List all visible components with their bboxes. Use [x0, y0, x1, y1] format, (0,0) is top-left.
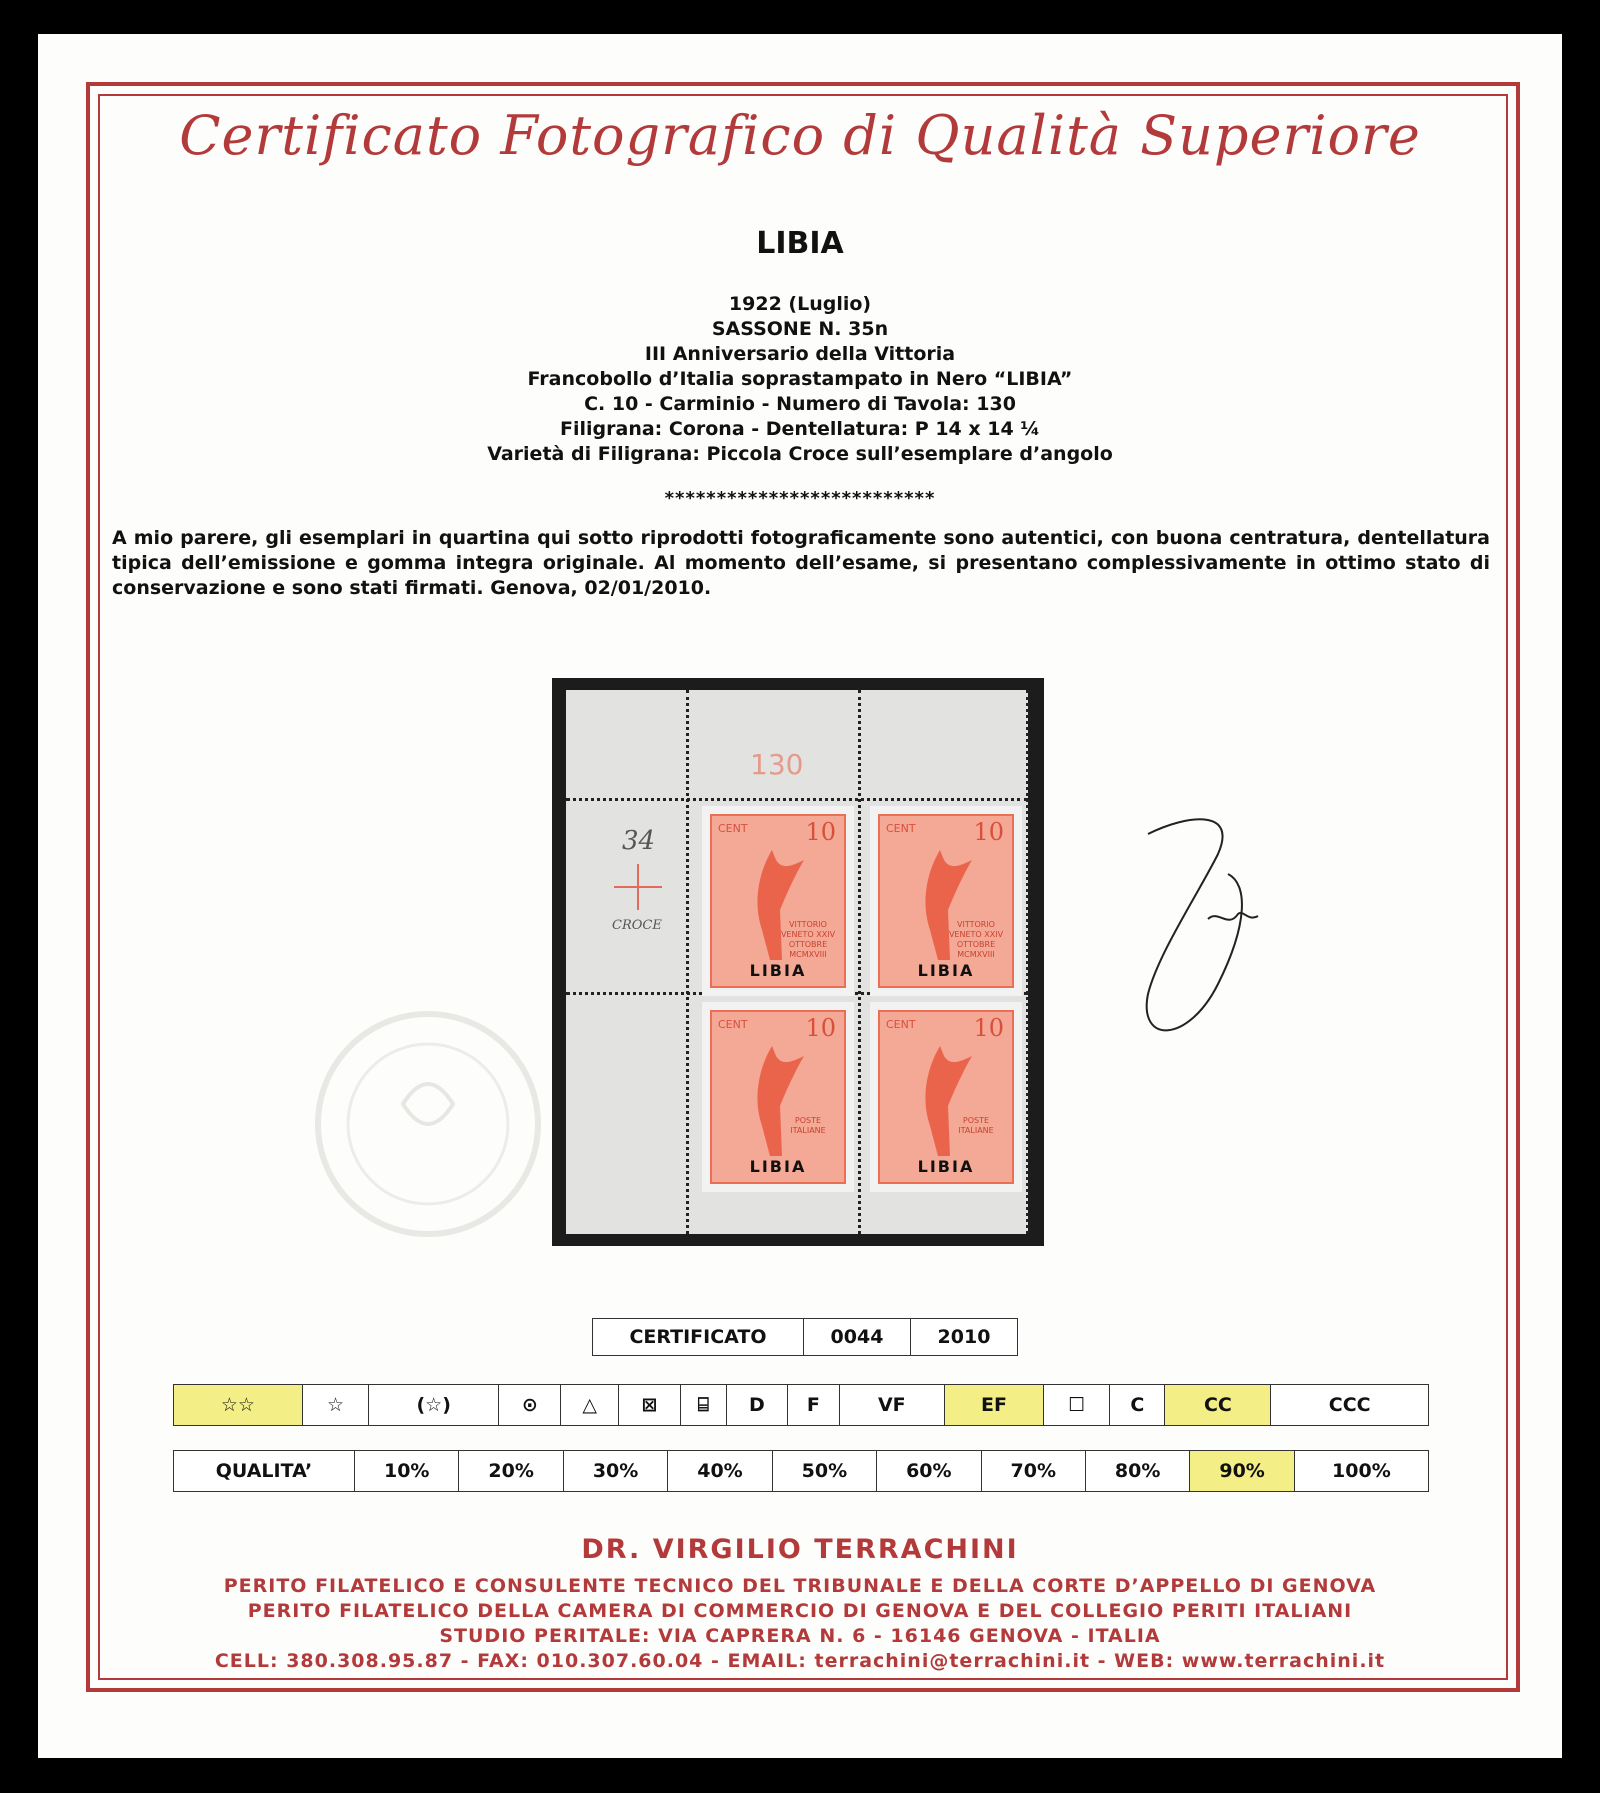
certificate-number: 0044 — [804, 1319, 911, 1356]
grading-cell: C — [1110, 1385, 1165, 1426]
separator: ************************** — [664, 488, 936, 509]
grading-cell: (☆) — [369, 1385, 499, 1426]
certificate-title: Certificato Fotografico di Qualità Superiore — [179, 104, 1421, 167]
details-line: C. 10 - Carminio - Numero di Tavola: 130 — [584, 393, 1016, 415]
expert-name: DR. VIRGILIO TERRACHINI — [581, 1534, 1019, 1565]
genova-seal-watermark — [298, 994, 558, 1254]
quality-cell: 30% — [563, 1451, 667, 1492]
libia-overprint: LIBIA — [749, 961, 807, 980]
stamp — [702, 1002, 854, 1192]
grading-cell: CCC — [1271, 1385, 1429, 1426]
credential-line: PERITO FILATELICO E CONSULENTE TECNICO DEL TRIBUNALE E DELLA CORTE D’APPELLO DI GENOVA — [223, 1575, 1377, 1597]
grading-cell: VF — [839, 1385, 944, 1426]
expert-signature — [1128, 814, 1348, 1054]
victory-figure-icon — [910, 1036, 974, 1158]
stamp-block-photo — [552, 678, 1044, 1246]
stamp — [870, 806, 1022, 996]
stamp-legend: VITTORIO VENETO XXIV OTTOBRE MCMXVIII — [780, 920, 836, 959]
perforation-line — [858, 690, 861, 1234]
details-line: III Anniversario della Vittoria — [644, 343, 956, 365]
stamp-legend: POSTE ITALIANE — [958, 1116, 994, 1135]
quality-cell: 40% — [668, 1451, 772, 1492]
quality-cell: 60% — [877, 1451, 981, 1492]
details-line: Varietà di Filigrana: Piccola Croce sull’esemplare d’angolo — [487, 443, 1113, 465]
expert-credentials — [38, 1574, 1562, 1674]
quality-cell: 80% — [1085, 1451, 1189, 1492]
libia-overprint: LIBIA — [749, 1157, 807, 1176]
expert-opinion: A mio parere, gli esemplari in quartina qui sotto riprodotti fotograficamente sono autentici, con buona centratura, dentellatura tipica dell’emissione e gomma integra originale. Al momento dell’esame, si presentano complessivamente in ottimo stato di conservazione e sono stati firmati. Genova, 02/01/2010. — [112, 527, 1490, 599]
details-line: 1922 (Luglio) — [728, 293, 872, 315]
stamp-details — [38, 292, 1562, 467]
contact-line: CELL: 380.308.95.87 - FAX: 010.307.60.04 - EMAIL: terrachini@terrachini.it - WEB: www.terrachini.it — [214, 1650, 1386, 1672]
quality-table — [173, 1450, 1429, 1492]
stamp-cent: CENT — [718, 822, 748, 835]
grading-cell: △ — [561, 1385, 618, 1426]
quality-cell: 90% — [1190, 1451, 1294, 1492]
stamp-sheet — [566, 690, 1028, 1234]
certificate-year: 2010 — [911, 1319, 1018, 1356]
stamp — [702, 806, 854, 996]
quality-cell: 70% — [981, 1451, 1085, 1492]
credential-line: STUDIO PERITALE: VIA CAPRERA N. 6 - 16146 GENOVA - ITALIA — [439, 1625, 1161, 1647]
stamp — [870, 1002, 1022, 1192]
stamp-legend: VITTORIO VENETO XXIV OTTOBRE MCMXVIII — [948, 920, 1004, 959]
stamp-value: 10 — [973, 818, 1004, 846]
stamp-legend: POSTE ITALIANE — [790, 1116, 826, 1135]
grading-cell: D — [726, 1385, 788, 1426]
grading-cell: ☆☆ — [174, 1385, 303, 1426]
credential-line: PERITO FILATELICO DELLA CAMERA DI COMMERCIO DI GENOVA E DEL COLLEGIO PERITI ITALIANI — [247, 1600, 1353, 1622]
certificate-label: CERTIFICATO — [593, 1319, 804, 1356]
stamp-cent: CENT — [886, 1018, 916, 1031]
quality-cell: 20% — [459, 1451, 563, 1492]
perforation-line — [566, 798, 1028, 801]
grading-cell: F — [788, 1385, 839, 1426]
quality-cell: 50% — [772, 1451, 876, 1492]
grading-cell: ☐ — [1044, 1385, 1110, 1426]
details-line: Filigrana: Corona - Dentellatura: P 14 x 14 ¼ — [560, 418, 1040, 440]
perforation-line — [1026, 690, 1029, 1234]
grading-cell: ⊙ — [499, 1385, 561, 1426]
certificate-number-table — [592, 1318, 1018, 1356]
quality-cell: 100% — [1294, 1451, 1428, 1492]
stamp-cent: CENT — [886, 822, 916, 835]
details-line: SASSONE N. 35n — [711, 318, 889, 340]
stamp-value: 10 — [973, 1014, 1004, 1042]
margin-croce-label: CROCE — [612, 918, 662, 933]
country-heading: LIBIA — [756, 226, 844, 261]
libia-overprint: LIBIA — [917, 1157, 975, 1176]
cross-mark — [637, 864, 639, 910]
grading-table — [173, 1384, 1429, 1426]
victory-figure-icon — [742, 1036, 806, 1158]
perforation-line — [686, 690, 689, 1234]
grading-cell: EF — [945, 1385, 1044, 1426]
stamp-value: 10 — [805, 1014, 836, 1042]
margin-handwritten-number: 34 — [622, 826, 656, 856]
grading-cell: ⊠ — [618, 1385, 680, 1426]
plate-number: 130 — [750, 748, 804, 781]
grading-cell: ⌸ — [681, 1385, 727, 1426]
certificate-page — [38, 34, 1562, 1758]
libia-overprint: LIBIA — [917, 961, 975, 980]
stamp-cent: CENT — [718, 1018, 748, 1031]
stamp-value: 10 — [805, 818, 836, 846]
quality-cell: 10% — [355, 1451, 459, 1492]
quality-label: QUALITA’ — [174, 1451, 355, 1492]
grading-cell: CC — [1165, 1385, 1271, 1426]
details-line: Francobollo d’Italia soprastampato in Nero “LIBIA” — [527, 368, 1073, 390]
grading-cell: ☆ — [302, 1385, 368, 1426]
